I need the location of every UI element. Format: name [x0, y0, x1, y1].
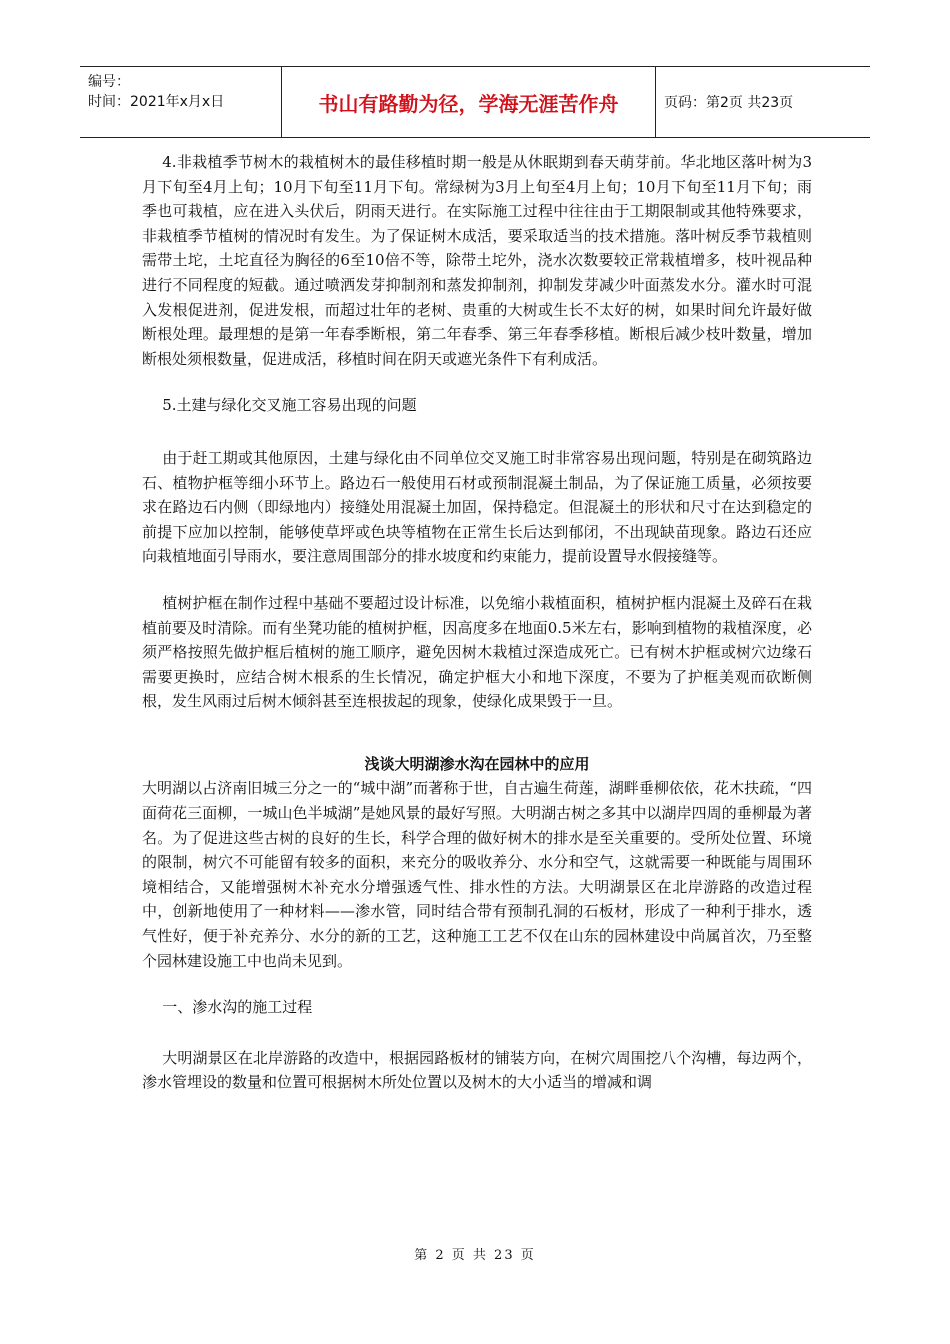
section-heading-cross-construction: 5.土建与绿化交叉施工容易出现的问题 [162, 396, 417, 415]
page-footer: 第 2 页 共 23 页 [414, 1248, 536, 1263]
document-body [142, 150, 812, 1095]
document-code-label: 编号： [88, 74, 130, 90]
paragraph-daming-lake-intro: 大明湖以占济南旧城三分之一的“城中湖”而著称于世，自古遍生荷莲，湖畔垂柳依依，花木扶疏，“四面荷花三面柳，一城山色半城湖”是她风景的最好写照。大明湖古树之多其中以湖岸四周的垂柳最为著名。为了促进这些古树的良好的生长，科学合理的做好树木的排水是至关重要的。受所处位置、环境的限制，树穴不可能留有较多的面积，来充分的吸收养分、水分和空气，这就需要一种既能与周围环境相结合，又能增强树木补充水分增强透气性、排水性的方法。大明湖景区在北岸游路的改造过程中，创新地使用了一种材料——渗水管，同时结合带有预制孔洞的石板材，形成了一种利于排水，透气性好，便于补充养分、水分的新的工艺，这种施工工艺不仅在山东的园林建设中尚属首次，乃至整个园林建设施工中也尚未见到。 [142, 779, 812, 970]
section-heading-construction-process: 一、渗水沟的施工过程 [162, 998, 313, 1017]
paragraph-nonseason-planting: 4.非栽植季节树木的栽植树木的最佳移植时期一般是从休眠期到春天萌芽前。华北地区落叶树为3月下旬至4月上旬；10月下旬至11月下旬。常绿树为3月上旬至4月上旬；10月下旬至11月下旬；雨季也可栽植，应在进入头伏后，阴雨天进行。在实际施工过程中往往由于工期限制或其他特殊要求，非栽植季节植树的情况时有发生。为了保证树木成活，要采取适当的技术措施。落叶树反季节栽植则需带土坨，土坨直径为胸径的6至10倍不等，除带土坨外，浇水次数要较正常栽植增多，枝叶视品种进行不同程度的短截。通过喷洒发芽抑制剂和蒸发抑制剂，抑制发芽减少叶面蒸发水分。灌水时可混入发根促进剂，促进发根，而超过壮年的老树、贵重的大树或生长不太好的树，如果时间允许最好做断根处理。最理想的是第一年春季断根，第二年春季、第三年春季移植。断根后减少枝叶数量，增加断根处须根数量，促进成活，移植时间在阴天或遮光条件下有利成活。 [142, 153, 812, 368]
header-page-info: 页码：第2页 共23页 [664, 95, 794, 111]
page-header [80, 66, 870, 138]
header-motto: 书山有路勤为径，学海无涯苦作舟 [282, 67, 656, 137]
article-title: 浅谈大明湖渗水沟在园林中的应用 [364, 754, 590, 773]
paragraph-tree-guard-frame: 植树护框在制作过程中基础不要超过设计标准，以免缩小栽植面积，植树护框内混凝土及碎石在栽植前要及时清除。而有坐凳功能的植树护框，因高度多在地面0.5米左右，影响到植物的栽植深度，必须严格按照先做护框后植树的施工顺序，避免因树木栽植过深造成死亡。已有树木护框或树穴边缘石需要更换时，应结合树木根系的生长情况，确定护框大小和地下深度，不要为了护框美观而砍断侧根，发生风雨过后树木倾斜甚至连根拔起的现象，使绿化成果毁于一旦。 [142, 593, 812, 711]
document-date-label: 时间：2021年x月x日 [88, 94, 225, 110]
header-meta-cell [80, 67, 282, 137]
paragraph-construction-process: 大明湖景区在北岸游路的改造中，根据园路板材的铺装方向，在树穴周围挖八个沟槽，每边两个，渗水管埋设的数量和位置可根据树木所处位置以及树木的大小适当的增减和调 [142, 1048, 812, 1092]
paragraph-curbstone-issues: 由于赶工期或其他原因，土建与绿化由不同单位交叉施工时非常容易出现问题，特别是在砌筑路边石、植物护框等细小环节上。路边石一般使用石材或预制混凝土制品，为了保证施工质量，必须按要求在路边石内侧（即绿地内）接缝处用混凝土加固，保持稳定。但混凝土的形状和尺寸在达到稳定的前提下应加以控制，能够使草坪或色块等植物在正常生长后达到郁闭，不出现缺苗现象。路边石还应向栽植地面引导雨水，要注意周围部分的排水坡度和约束能力，提前设置导水假接缝等。 [142, 448, 812, 566]
